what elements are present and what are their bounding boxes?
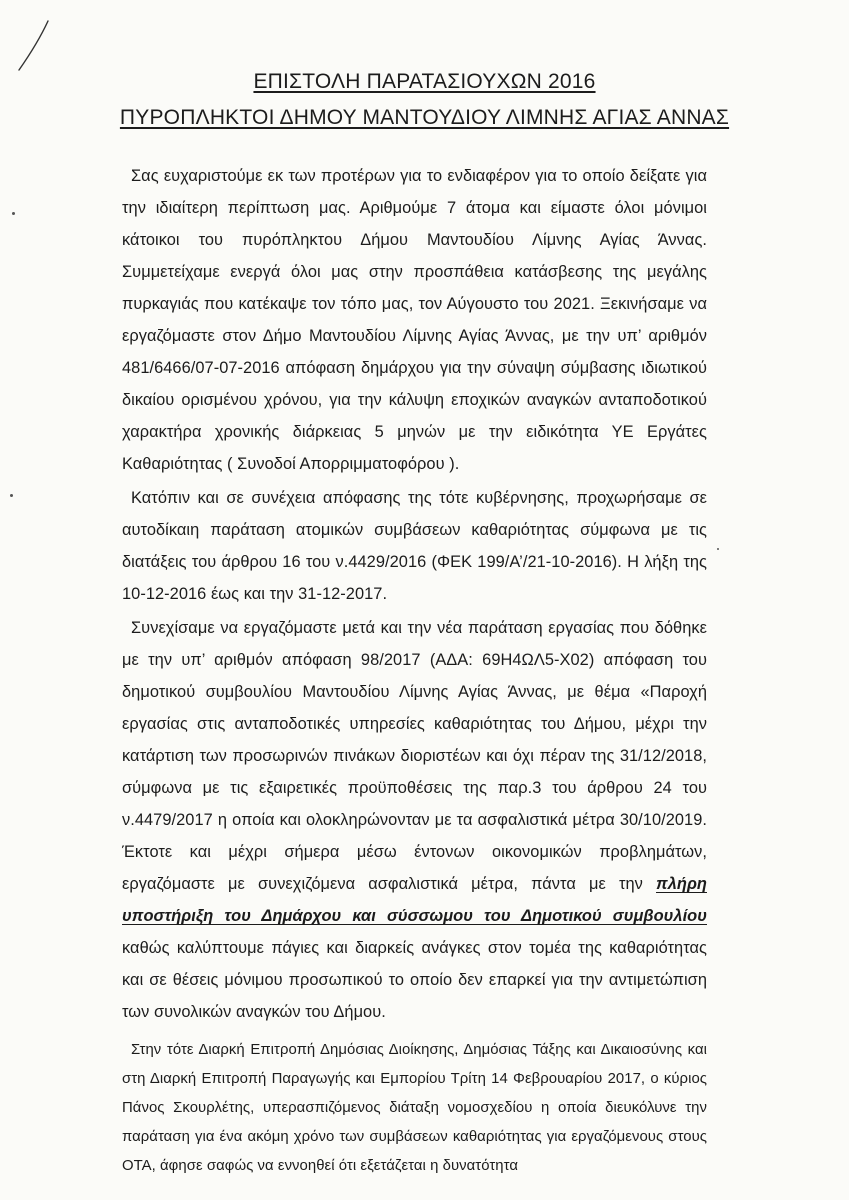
paragraph-text: Συνεχίσαμε να εργαζόμαστε μετά και την νέα παράταση εργασίας που δόθηκε με την υπ’ αριθμόν απόφαση 98/2017 (ΑΔΑ: 69Η4ΩΛ5-Χ02) απόφαση του δημοτικού συμβουλίου Μαντουδίου Λίμνης Αγίας Άννας, με θέμα «Παροχή εργασίας στις ανταποδοτικές υπηρεσίες καθαριότητας του Δήμου, μέχρι την κατάρτιση των προσωρινών πινάκων διοριστέων και όχι πέραν της 31/12/2018, σύμφωνα με τις εξαιρετικές προϋποθέσεις της παρ.3 του άρθρου 24 του ν.4479/2017 η οποία και ολοκληρώνονταν με τα ασφαλιστικά μέτρα 30/10/2019. Έκτοτε και μέχρι σήμερα μέσω έντονων οικονομικών προβλημάτων, εργαζόμαστε με συνεχιζόμενα ασφαλιστικά μέτρα, πάντα με την	[122, 619, 707, 893]
paragraph-intro: Σας ευχαριστούμε εκ των προτέρων για το ενδιαφέρον για το οποίο δείξατε για την ιδιαίτερη περίπτωση μας. Αριθμούμε 7 άτομα και είμαστε όλοι μόνιμοι κάτοικοι του πυρόπληκτου Δήμου Μαντουδίου Λίμνης Αγίας Άννας. Συμμετείχαμε ενεργά όλοι μας στην προσπάθεια κατάσβεσης της μεγάλης πυρκαγιάς που κατέκαψε τον τόπο μας, τον Αύγουστο του 2021. Ξεκινήσαμε να εργαζόμαστε στον Δήμο Μαντουδίου Λίμνης Αγίας Άννας, με την υπ’ αριθμόν 481/6466/07-07-2016 απόφαση δημάρχου για την σύναψη σύμβασης ιδιωτικού δικαίου ορισμένου χρόνου, για την κάλυψη εποχικών αναγκών ανταποδοτικού χαρακτήρα χρονικής διάρκειας 5 μηνών με την ειδικότητα ΥΕ Εργάτες Καθαριότητας ( Συνοδοί Απορριμματοφόρου ).	[122, 167, 707, 473]
paragraph-text: καθώς καλύπτουμε πάγιες και διαρκείς ανάγκες στον τομέα της καθαριότητας και σε θέσεις μόνιμου προσωπικού το οποίο δεν επαρκεί για την αντιμετώπιση των συνολικών αναγκών του Δήμου.	[122, 939, 707, 1021]
document-title: ΕΠΙΣΤΟΛΗ ΠΑΡΑΤΑΣΙΟΥΧΩΝ 2016	[253, 70, 596, 93]
scan-speck	[10, 494, 13, 497]
document-subtitle: ΠΥΡΟΠΛΗΚΤΟΙ ΔΗΜΟΥ ΜΑΝΤΟΥΔΙΟΥ ΛΙΜΝΗΣ ΑΓΙΑΣ ΑΝΝΑΣ	[119, 106, 730, 129]
document-header	[0, 66, 849, 134]
paragraph-extension-2017	[122, 612, 707, 1028]
letter-body	[122, 160, 707, 1181]
scan-speck	[717, 548, 719, 550]
paragraph-committee: Στην τότε Διαρκή Επιτροπή Δημόσιας Διοίκησης, Δημόσιας Τάξης και Δικαιοσύνης και στη Διαρκή Επιτροπή Παραγωγής και Εμπορίου Τρίτη 14 Φεβρουαρίου 2017, ο κύριος Πάνος Σκουρλέτης, υπερασπιζόμενος διάταξη νομοσχεδίου η οποία διευκόλυνε την παράταση για ένα ακόμη χρόνο των συμβάσεων καθαριότητας για εργαζόμενους στους ΟΤΑ, άφησε σαφώς να εννοηθεί ότι εξετάζεται η δυνατότητα	[122, 1042, 707, 1174]
emphasized-support-text: πλήρη υποστήριξη του Δημάρχου και σύσσωμου του Δημοτικού συμβουλίου	[122, 875, 707, 925]
scan-speck	[12, 212, 15, 215]
paragraph-extension-2016: Κατόπιν και σε συνέχεια απόφασης της τότε κυβέρνησης, προχωρήσαμε σε αυτοδίκαιη παράταση ατομικών συμβάσεων καθαριότητας σύμφωνα με τις διατάξεις του άρθρου 16 του ν.4429/2016 (ΦΕΚ 199/Α’/21-10-2016). Η λήξη της 10-12-2016 έως και την 31-12-2017.	[122, 489, 707, 603]
